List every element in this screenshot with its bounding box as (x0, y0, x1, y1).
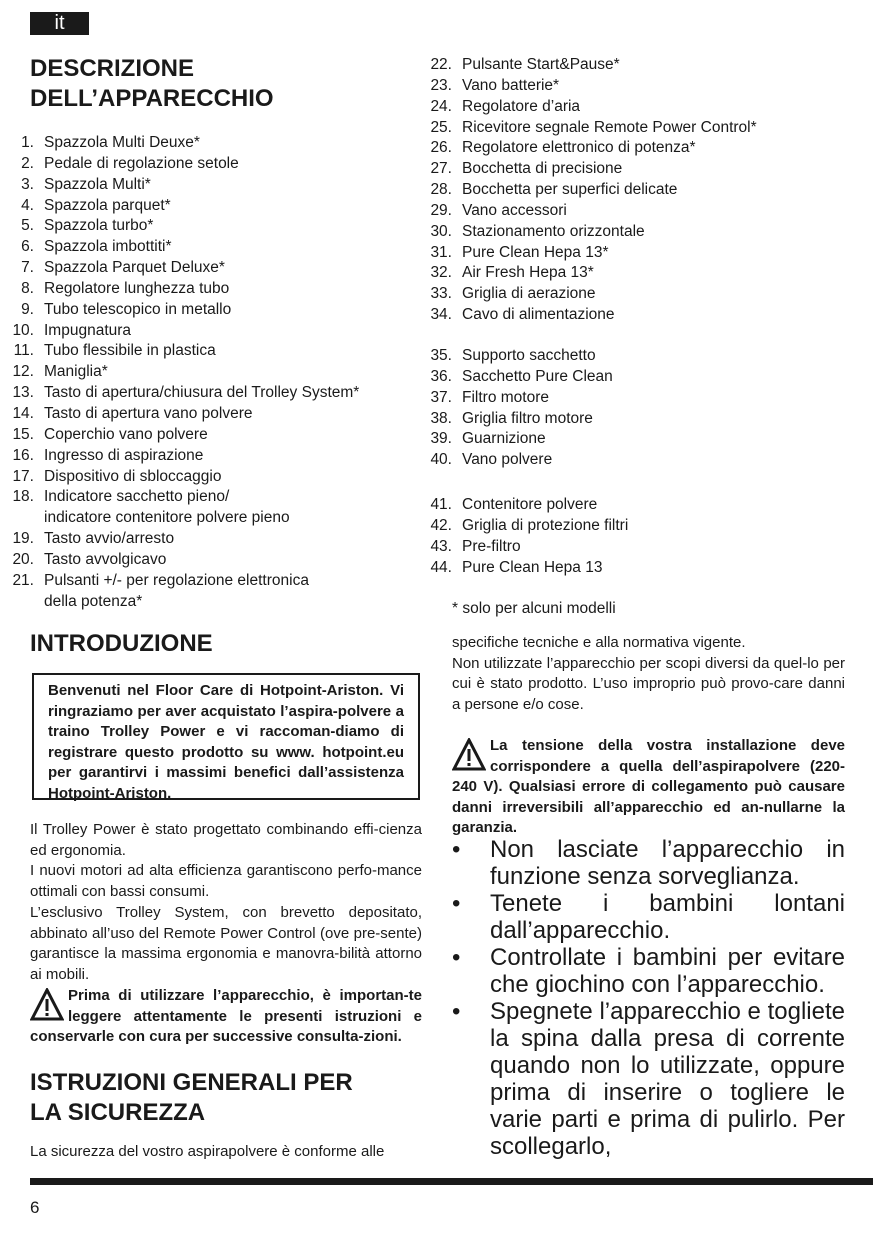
part-label (44, 237, 430, 258)
part-number: 2. (21, 154, 34, 172)
part-number: 26. (430, 139, 452, 157)
part-number: 9. (21, 300, 34, 318)
part-number: 19. (12, 530, 34, 548)
part-label (462, 429, 854, 450)
part-label-line: Griglia filtro motore (462, 409, 593, 427)
part-label-line: della potenza* (44, 592, 143, 610)
part-label (44, 383, 430, 404)
part-label-line: Regolatore elettronico di potenza* (462, 139, 696, 157)
part-item (0, 404, 430, 425)
part-number: 27. (430, 160, 452, 178)
part-item (424, 284, 854, 305)
part-number: 5. (21, 217, 34, 235)
part-label-line: Griglia di protezione filtri (462, 516, 629, 534)
part-label-line: Spazzola Multi Deuxe* (44, 134, 200, 151)
part-label-line: Ingresso di aspirazione (44, 446, 204, 464)
part-item (424, 55, 854, 76)
part-label (462, 222, 854, 243)
part-label (44, 175, 430, 196)
part-label (44, 258, 430, 279)
part-number: 40. (430, 451, 452, 469)
footnote: * solo per alcuni modelli (452, 600, 616, 617)
part-label-line: Tubo flessibile in plastica (44, 342, 216, 360)
part-item (424, 118, 854, 139)
part-item (424, 243, 854, 264)
part-label (462, 243, 854, 264)
footer-rule (30, 1178, 873, 1185)
part-number: 30. (430, 222, 452, 240)
part-number: 13. (12, 384, 34, 402)
part-item (0, 425, 430, 446)
part-item (424, 537, 854, 558)
part-label (44, 571, 430, 613)
part-item (0, 550, 430, 571)
part-item (424, 409, 854, 430)
safety-text: La sicurezza del vostro aspirapolvere è conforme alle (30, 1143, 385, 1160)
safety-heading: ISTRUZIONI GENERALI PER LA SICUREZZA (30, 1069, 353, 1126)
part-number: 35. (430, 347, 452, 364)
part-item (0, 237, 430, 258)
part-label (462, 55, 854, 76)
part-item (0, 341, 430, 362)
description-heading: DESCRIZIONE DELL’APPARECCHIO (30, 55, 274, 112)
part-item (0, 133, 430, 154)
part-number: 8. (21, 279, 34, 297)
part-item (0, 196, 430, 217)
part-item (424, 450, 854, 471)
part-label-line: Stazionamento orizzontale (462, 222, 645, 240)
safety-bullets (452, 836, 845, 1160)
part-label-line: Tasto avvio/arresto (44, 530, 175, 548)
warning-icon (30, 988, 64, 1022)
part-label-line: Spazzola Multi* (44, 175, 151, 193)
part-label-line: Guarnizione (462, 430, 546, 448)
part-label-line: Spazzola parquet* (44, 196, 171, 214)
welcome-box: Benvenuti nel Floor Care di Hotpoint-Ariston. Vi ringraziamo per aver acquistato l’aspira-polvere a traino Trolley Power e vi raccoman-diamo di registrare questo prodotto su www. hotpoint.eu per garantirvi i massimi benefici dall’assistenza Hotpoint-Ariston. (32, 673, 420, 800)
part-number: 43. (430, 537, 452, 555)
part-label-line: Pure Clean Hepa 13 (462, 558, 603, 576)
part-number: 44. (430, 558, 452, 576)
part-item (0, 154, 430, 175)
part-number: 1. (21, 134, 34, 151)
part-number: 28. (430, 181, 452, 199)
part-item (424, 305, 854, 326)
part-item (0, 175, 430, 196)
part-item (424, 367, 854, 388)
part-item (0, 258, 430, 279)
part-number: 25. (430, 118, 452, 136)
warning-icon (452, 738, 486, 772)
part-item (424, 180, 854, 201)
part-item (424, 138, 854, 159)
part-label (44, 133, 430, 154)
part-item (0, 300, 430, 321)
part-number: 14. (12, 404, 34, 422)
part-item (424, 222, 854, 243)
part-label-line: Regolatore d’aria (462, 97, 581, 115)
part-label-line: Dispositivo di sbloccaggio (44, 467, 222, 485)
part-label-line: Cavo di alimentazione (462, 306, 615, 324)
part-label (462, 346, 854, 367)
part-item (0, 571, 430, 613)
part-number: 6. (21, 238, 34, 256)
part-item (0, 279, 430, 300)
part-item (0, 467, 430, 488)
part-number: 20. (12, 550, 34, 568)
part-label (44, 487, 430, 529)
bullet-item: • Spegnete l’apparecchio e togliete la spina dalla presa di corrente quando non lo utilizzate, oppure prima di inserire o togliere le varie parti e prima di pulirlo. Per scollegarlo, (452, 998, 845, 1160)
part-item (0, 446, 430, 467)
bullet-item: • Non lasciate l’apparecchio in funzione senza sorveglianza. (452, 836, 845, 890)
part-label (44, 550, 430, 571)
part-number: 23. (430, 76, 452, 94)
part-number: 22. (430, 56, 452, 73)
part-label (462, 159, 854, 180)
part-item (424, 388, 854, 409)
part-number: 3. (21, 175, 34, 193)
part-label (44, 196, 430, 217)
part-item (0, 383, 430, 404)
part-number: 18. (12, 488, 34, 506)
part-item (424, 558, 854, 579)
part-number: 21. (12, 571, 34, 589)
part-number: 39. (430, 430, 452, 448)
part-label (462, 284, 854, 305)
part-label (44, 279, 430, 300)
part-item (424, 159, 854, 180)
parts-list-right-c (424, 495, 854, 578)
part-number: 38. (430, 409, 452, 427)
part-item (0, 529, 430, 550)
voltage-warning: La tensione della vostra installazione deve corrispondere a quella dell’aspirapolvere (220-240 V). Qualsiasi errore di collegamento può causare danni irreversibili all’apparecchio ed an-nullarne la garanzia. (452, 737, 845, 837)
parts-list-right-b (424, 346, 854, 471)
part-label (462, 97, 854, 118)
part-label-line: Pulsante Start&Pause* (462, 56, 620, 73)
intro-text: Il Trolley Power è stato progettato combinando effi-cienza ed ergonomia. I nuovi motori ad alta efficienza garantiscono perfo-mance ottimali con bassi consumi. L’esclusivo Trolley System, con brevetto depositato, abbinato all’uso del Remote Power Control (ove pre-sente) garantisce la massima ergonomia e manovra-bilità attorno ai mobili. (30, 821, 422, 983)
part-label (462, 450, 854, 471)
part-label (44, 216, 430, 237)
part-label-line: Coperchio vano polvere (44, 425, 208, 443)
part-label-line: Bocchetta per superfici delicate (462, 181, 678, 199)
part-label (462, 305, 854, 326)
part-label-line: Filtro motore (462, 388, 549, 406)
part-label-line: Pulsanti +/- per regolazione elettronica (44, 571, 309, 589)
part-label-line: Pure Clean Hepa 13* (462, 243, 609, 261)
part-label-line: Spazzola imbottiti* (44, 238, 172, 256)
part-label (462, 180, 854, 201)
part-item (0, 321, 430, 342)
part-label-line: Tasto di apertura vano polvere (44, 404, 253, 422)
part-number: 4. (21, 196, 34, 214)
part-item (424, 429, 854, 450)
part-item (0, 487, 430, 529)
part-label (462, 558, 854, 579)
part-label (462, 495, 854, 516)
part-number: 10. (12, 321, 34, 339)
part-label-line: Maniglia* (44, 363, 108, 381)
part-label-line: Ricevitore segnale Remote Power Control* (462, 118, 757, 136)
part-label-line: Contenitore polvere (462, 496, 598, 513)
part-label-line: Bocchetta di precisione (462, 160, 623, 178)
part-item (424, 495, 854, 516)
part-label-line: Impugnatura (44, 321, 132, 339)
part-label-line: Sacchetto Pure Clean (462, 367, 613, 385)
part-label (44, 467, 430, 488)
part-label (44, 362, 430, 383)
part-label-line: Air Fresh Hepa 13* (462, 264, 594, 282)
bullet-item: • Controllate i bambini per evitare che giochino con l’apparecchio. (452, 944, 845, 998)
part-label-line: Vano batterie* (462, 76, 560, 94)
part-label-line: Vano polvere (462, 451, 553, 469)
parts-list-left (0, 133, 430, 612)
part-number: 7. (21, 259, 34, 277)
part-number: 12. (12, 363, 34, 381)
part-label (44, 300, 430, 321)
part-label-line: Tasto avvolgicavo (44, 550, 167, 568)
bullet-item: • Tenete i bambini lontani dall’apparecchio. (452, 890, 845, 944)
part-number: 37. (430, 388, 452, 406)
part-item (424, 346, 854, 367)
part-label (44, 425, 430, 446)
part-number: 15. (12, 425, 34, 443)
part-label-line: Pre-filtro (462, 537, 521, 555)
part-number: 34. (430, 306, 452, 324)
part-number: 41. (430, 496, 452, 513)
part-label-line: Pedale di regolazione setole (44, 154, 239, 172)
part-item (424, 516, 854, 537)
part-item (0, 216, 430, 237)
parts-list-right-a (424, 55, 854, 326)
intro-heading: INTRODUZIONE (30, 630, 213, 657)
part-number: 42. (430, 516, 452, 534)
part-label (44, 446, 430, 467)
page-number: 6 (30, 1198, 40, 1217)
part-label (462, 388, 854, 409)
part-label (462, 201, 854, 222)
part-item (424, 97, 854, 118)
part-number: 16. (12, 446, 34, 464)
read-instructions-warning: Prima di utilizzare l’apparecchio, è importan-te leggere attentamente le presenti istruzioni e conservarle con cura per successive consulta-zioni. (30, 987, 422, 1046)
part-number: 32. (430, 264, 452, 282)
part-label-line: Griglia di aerazione (462, 285, 596, 303)
part-label-line: Regolatore lunghezza tubo (44, 279, 230, 297)
part-number: 29. (430, 201, 452, 219)
part-label (44, 404, 430, 425)
part-label (462, 76, 854, 97)
part-number: 31. (430, 243, 452, 261)
part-number: 17. (12, 467, 34, 485)
part-label (462, 138, 854, 159)
part-label (462, 263, 854, 284)
part-label-line: Tubo telescopico in metallo (44, 300, 232, 318)
part-label-line: Vano accessori (462, 201, 567, 219)
part-label-line: indicatore contenitore polvere pieno (44, 509, 290, 527)
part-label (44, 321, 430, 342)
part-item (424, 76, 854, 97)
part-label-line: Tasto di apertura/chiusura del Trolley System* (44, 384, 360, 402)
part-label (462, 516, 854, 537)
part-label-line: Spazzola turbo* (44, 217, 154, 235)
part-label (462, 537, 854, 558)
safety-text-continued: specifiche tecniche e alla normativa vigente. Non utilizzate l’apparecchio per scopi diversi da quel-lo per cui è stato prodotto. L’uso improprio può provo-care danni a persone e/o cose. (452, 634, 845, 714)
part-label-line: Supporto sacchetto (462, 347, 596, 364)
part-label (44, 529, 430, 550)
part-label (44, 154, 430, 175)
part-number: 24. (430, 97, 452, 115)
language-tab: it (30, 12, 89, 35)
part-item (0, 362, 430, 383)
part-label-line: Spazzola Parquet Deluxe* (44, 259, 225, 277)
part-label (462, 118, 854, 139)
part-number: 33. (430, 285, 452, 303)
part-number: 11. (13, 342, 34, 360)
part-label (44, 341, 430, 362)
part-label (462, 367, 854, 388)
part-number: 36. (430, 367, 452, 385)
part-label (462, 409, 854, 430)
part-item (424, 201, 854, 222)
part-item (424, 263, 854, 284)
part-label-line: Indicatore sacchetto pieno/ (44, 488, 230, 506)
